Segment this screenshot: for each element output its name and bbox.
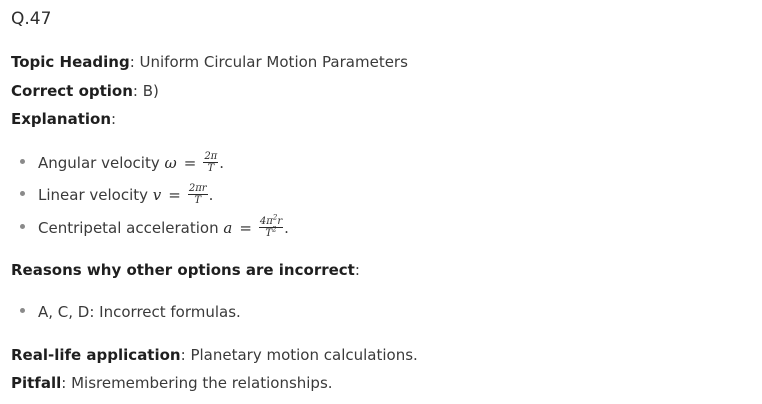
topic-heading-label: Topic Heading: [11, 53, 130, 71]
bullet-reason: [20, 302, 241, 322]
pitfall-value: Misremembering the relationships.: [71, 374, 333, 392]
fraction-numerator: 2πr: [188, 183, 207, 194]
real-life-label: Real-life application: [11, 346, 181, 364]
pitfall-line: Pitfall: Misremembering the relationships.: [11, 374, 333, 392]
reasons-label: Reasons why other options are incorrect: [11, 261, 355, 279]
fraction-numerator: 2π: [204, 151, 218, 162]
centripetal-acceleration-symbol: a: [223, 219, 233, 237]
question-number: Q.47: [11, 9, 52, 29]
numerator-tail: r: [277, 216, 283, 227]
equals-sign: =: [239, 219, 252, 237]
bullet-linear-velocity: [20, 184, 213, 207]
bullet-dot: [20, 224, 25, 229]
reasons-heading: Reasons why other options are incorrect:: [11, 261, 360, 279]
bullet-text: Angular velocity: [38, 154, 160, 172]
centripetal-acceleration-fraction: [259, 213, 283, 239]
bullet-centripetal-acceleration: [20, 213, 289, 240]
correct-option-line: Correct option: B): [11, 82, 159, 100]
denominator-exponent: 2: [272, 225, 277, 234]
correct-option-value: B): [142, 82, 159, 100]
fraction-denominator: [259, 225, 283, 239]
bullet-text: Centripetal acceleration: [38, 219, 219, 237]
bullet-dot: [20, 308, 25, 313]
denominator-base: T: [265, 228, 273, 239]
fraction-numerator: [259, 213, 283, 228]
reason-text: A, C, D: Incorrect formulas.: [38, 303, 241, 321]
angular-velocity-fraction: [203, 151, 218, 174]
bullet-dot: [20, 191, 25, 196]
explanation-heading: Explanation:: [11, 110, 117, 128]
period: .: [219, 154, 225, 172]
period: .: [284, 219, 289, 237]
equals-sign: =: [168, 186, 181, 204]
angular-velocity-symbol: ω: [164, 154, 177, 172]
fraction-denominator: T: [194, 195, 202, 206]
pitfall-label: Pitfall: [11, 374, 62, 392]
period: .: [208, 186, 214, 204]
numerator-base: 4π: [259, 216, 273, 227]
bullet-angular-velocity: [20, 152, 224, 175]
real-life-line: Real-life application: Planetary motion calculations.: [11, 346, 418, 364]
fraction-denominator: T: [207, 163, 215, 174]
correct-option-label: Correct option: [11, 82, 133, 100]
topic-heading-value: Uniform Circular Motion Parameters: [139, 53, 408, 71]
linear-velocity-symbol: v: [152, 186, 162, 204]
numerator-exponent: 2: [272, 213, 278, 222]
bullet-text: Linear velocity: [38, 186, 149, 204]
bullet-dot: [20, 159, 25, 164]
topic-heading-line: Topic Heading: Uniform Circular Motion Parameters: [11, 53, 408, 71]
real-life-value: Planetary motion calculations.: [190, 346, 418, 364]
linear-velocity-fraction: [188, 183, 208, 206]
explanation-label: Explanation: [11, 110, 112, 128]
equals-sign: =: [183, 154, 197, 172]
